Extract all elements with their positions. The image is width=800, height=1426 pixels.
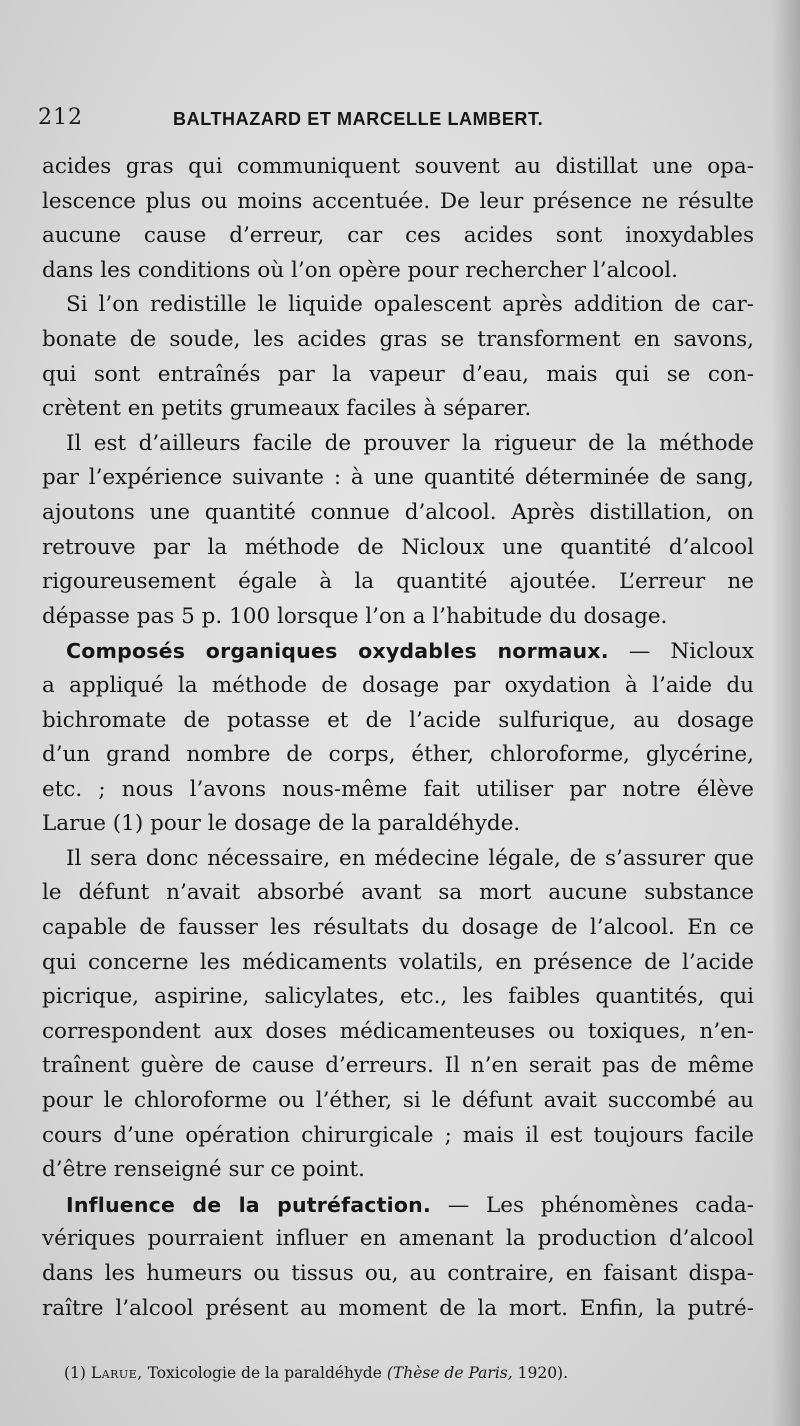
text-line: qui concerne les médicaments volatils, en présence de l’acide (42, 949, 754, 975)
text-fragment: — Nicloux (628, 639, 754, 665)
text-line: acides gras qui communiquent souvent au distillat une opa- (42, 154, 754, 179)
text-line: capable de fausser les résultats du dosage de l’alcool. En ce (42, 915, 754, 941)
text-line: rigoureusement égale à la quantité ajoutée. L’erreur ne (42, 569, 754, 595)
section-heading-line (42, 1188, 754, 1223)
text-line: raître l’alcool présent au moment de la mort. Enfin, la putré- (42, 1295, 754, 1321)
text-line: qui sont entraînés par la vapeur d’eau, mais qui se con- (42, 361, 754, 387)
running-head: BALTHAZARD ET MARCELLE LAMBERT. (173, 109, 544, 129)
text-line: par l’expérience suivante : à une quantité déterminée de sang, (42, 465, 754, 491)
text-line: d’un grand nombre de corps, éther, chloroforme, glycérine, (42, 742, 754, 768)
text-line: bonate de soude, les acides gras se transforment en savons, (42, 326, 754, 352)
text-line: bichromate de potasse et de l’acide sulfurique, au dosage (42, 707, 754, 733)
footnote-year: 1920). (517, 1364, 569, 1382)
text-line: traînent guère de cause d’erreurs. Il n’en serait pas de même (42, 1053, 754, 1079)
text-line: aucune cause d’erreur, car ces acides sont inoxydables (42, 223, 754, 249)
footnote (64, 1364, 568, 1382)
footnote-title: Toxicologie de la paraldéhyde (147, 1364, 382, 1382)
footnote-marker: (1) (64, 1364, 86, 1382)
text-line: retrouve par la méthode de Nicloux une quantité d’alcool (42, 534, 754, 560)
text-line: picrique, aspirine, salicylates, etc., les faibles quantités, qui (42, 984, 754, 1010)
section-heading-line (42, 634, 754, 669)
text-line: dans les conditions où l’on opère pour rechercher l’alcool. (42, 257, 678, 283)
text-line: dépasse pas 5 p. 100 lorsque l’on a l’habitude du dosage. (42, 603, 668, 629)
text-line: Si l’on redistille le liquide opalescent après addition de car- (66, 292, 754, 318)
footnote-citation: (Thèse de Paris, (386, 1364, 513, 1382)
text-line: lescence plus ou moins accentuée. De leur présence ne résulte (42, 188, 754, 214)
body-text (42, 150, 754, 1326)
text-line: Il sera donc nécessaire, en médecine légale, de s’assurer que (66, 845, 754, 871)
text-line: Larue (1) pour le dosage de la paraldéhyde. (42, 811, 521, 837)
text-line: cours d’une opération chirurgicale ; mais il est toujours facile (42, 1122, 754, 1148)
text-line: le défunt n’avait absorbé avant sa mort aucune substance (42, 880, 754, 906)
section-heading: Influence de la putréfaction. (66, 1192, 431, 1217)
page-header (40, 105, 760, 139)
text-line: vériques pourraient influer en amenant la production d’alcool (42, 1226, 754, 1252)
text-line: correspondent aux doses médicamenteuses ou toxiques, n’en- (42, 1018, 754, 1044)
text-line: pour le chloroforme ou l’éther, si le défunt avait succombé au (42, 1088, 754, 1114)
text-line: d’être renseigné sur ce point. (42, 1157, 365, 1183)
page-number: 212 (38, 105, 83, 130)
section-heading: Composés organiques oxydables normaux. (66, 639, 609, 664)
footnote-author: Larue, (90, 1364, 143, 1382)
text-line: Il est d’ailleurs facile de prouver la rigueur de la méthode (66, 430, 754, 456)
text-line: ajoutons une quantité connue d’alcool. Après distillation, on (42, 499, 754, 525)
text-fragment: — Les phénomènes cada- (447, 1192, 754, 1218)
text-line: crètent en petits grumeaux faciles à séparer. (42, 396, 532, 422)
text-line: a appliqué la méthode de dosage par oxydation à l’aide du (42, 672, 754, 698)
text-line: dans les humeurs ou tissus ou, au contraire, en faisant dispa- (42, 1261, 754, 1286)
text-line: etc. ; nous l’avons nous-même fait utiliser par notre élève (42, 776, 754, 802)
